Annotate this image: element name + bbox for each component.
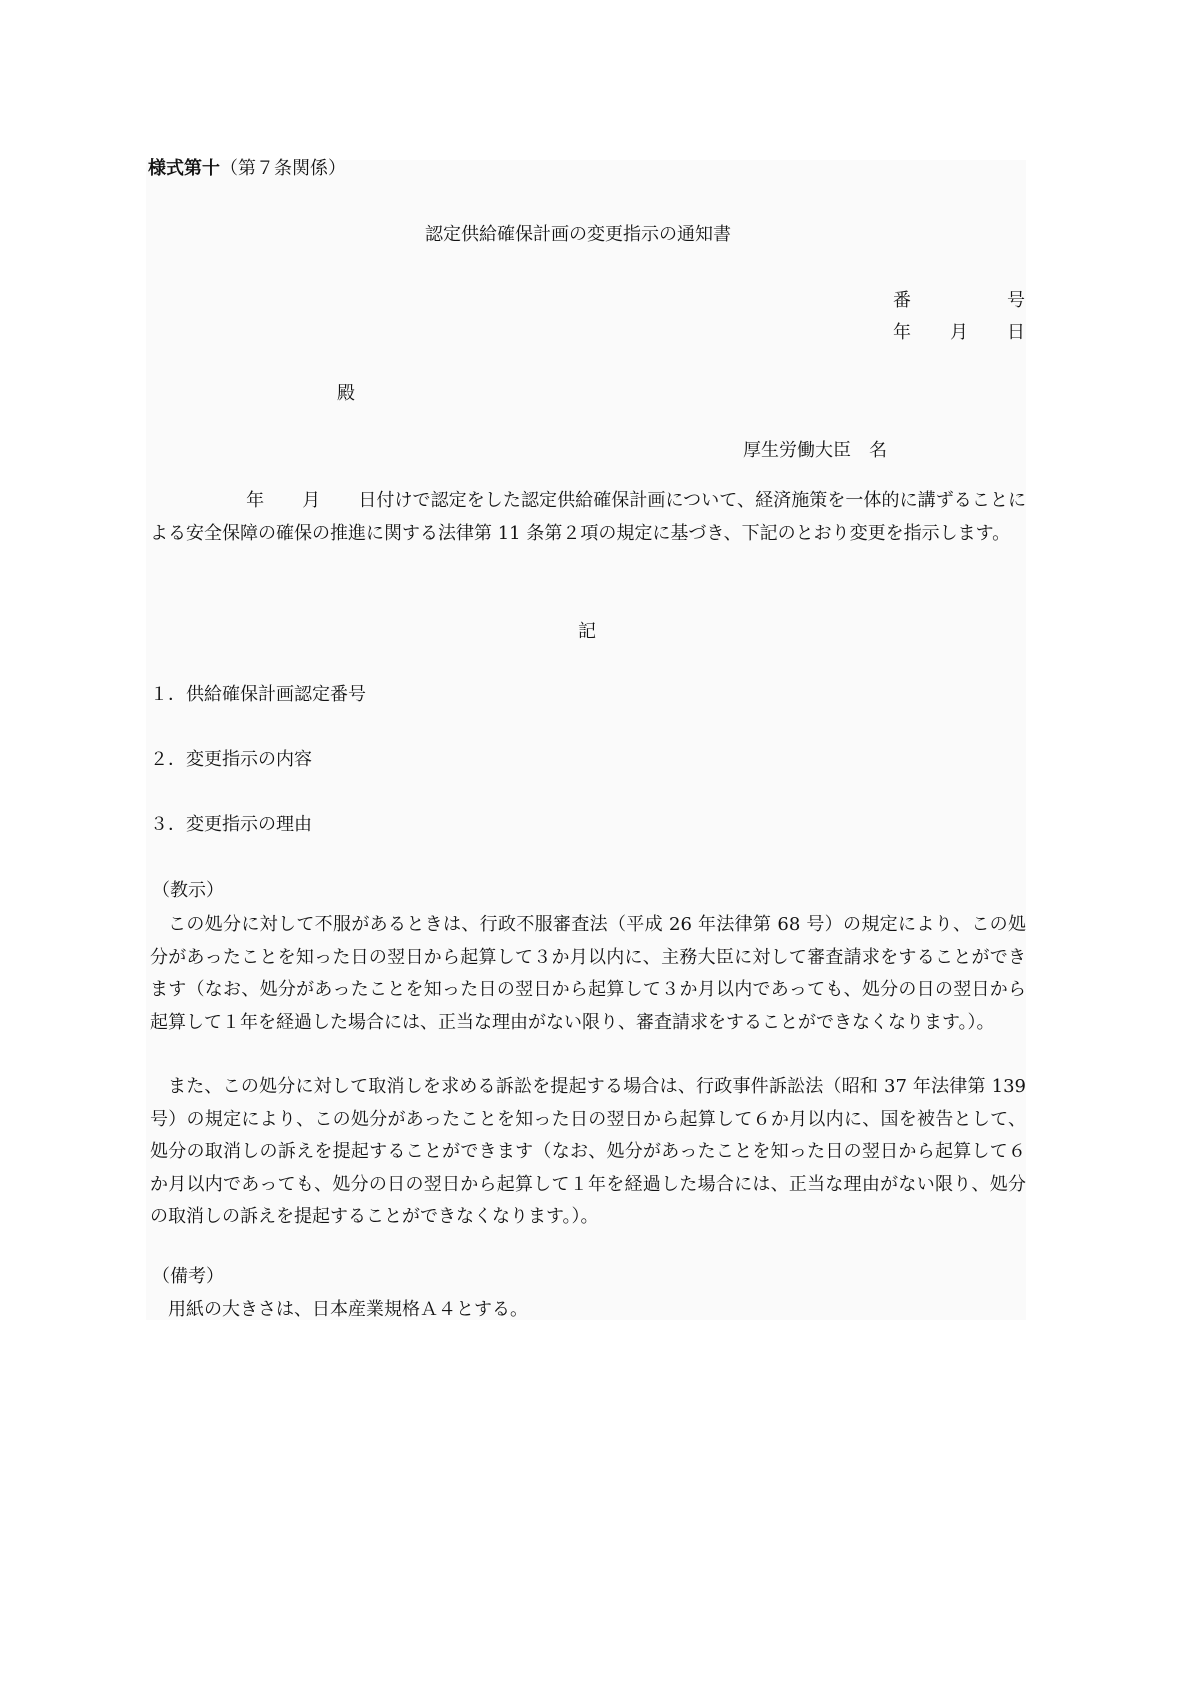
form-article: （第７条関係）	[220, 158, 346, 179]
instruction-paragraph-2: また、この処分に対して取消しを求める訴訟を提起する場合は、行政事件訴訟法（昭和 37 年法律第 139 号）の規定により、この処分があったことを知った日の翌日から起算して６か月以内に、国を被告として、処分の取消しの訴えを提起することができます（なお、処分があったことを知った日の翌日から起算して６か月以内であっても、処分の日の翌日から起算して１年を経過した場合には、正当な理由がない限り、処分の取消しの訴えを提起することができなくなります。）。	[150, 1076, 1026, 1227]
item-change-content: ２．変更指示の内容	[150, 749, 312, 770]
date-line	[893, 322, 1025, 344]
number-label-ban: 番	[893, 290, 911, 311]
document-title: 認定供給確保計画の変更指示の通知書	[425, 224, 731, 245]
date-month-label: 月	[950, 322, 968, 343]
item-change-reason: ３．変更指示の理由	[150, 814, 312, 835]
instruction-paragraph-1: この処分に対して不服があるときは、行政不服審査法（平成 26 年法律第 68 号）の規定により、この処分があったことを知った日の翌日から起算して３か月以内に、主務大臣に対して審査請求をすることができます（なお、処分があったことを知った日の翌日から起算して３か月以内であっても、処分の日の翌日から起算して１年を経過した場合には、正当な理由がない限り、審査請求をすることができなくなります。）。	[150, 914, 1026, 1033]
body-date-month: 月	[302, 490, 321, 511]
addressee-suffix: 殿	[337, 383, 355, 404]
ki-heading: 記	[578, 621, 596, 642]
remarks-heading: （備考）	[152, 1266, 224, 1287]
form-label-line	[148, 158, 346, 180]
date-year-label: 年	[893, 322, 911, 343]
remarks-text: 用紙の大きさは、日本産業規格Ａ４とする。	[168, 1299, 528, 1320]
number-label-go: 号	[1007, 290, 1025, 311]
body-date-year: 年	[246, 490, 265, 511]
date-day-label: 日	[1007, 322, 1025, 343]
body-text: 日付けで認定をした認定供給確保計画について、経済施策を一体的に講ずることによる安全保障の確保の推進に関する法律第 11 条第２項の規定に基づき、下記のとおり変更を指示します。	[150, 490, 1027, 544]
number-line	[893, 290, 1025, 312]
form-number: 様式第十	[148, 158, 220, 179]
body-paragraph	[150, 485, 1026, 550]
item-certification-number: １．供給確保計画認定番号	[150, 684, 366, 705]
issuer: 厚生労働大臣 名	[743, 440, 887, 461]
instruction-heading: （教示）	[152, 880, 224, 901]
